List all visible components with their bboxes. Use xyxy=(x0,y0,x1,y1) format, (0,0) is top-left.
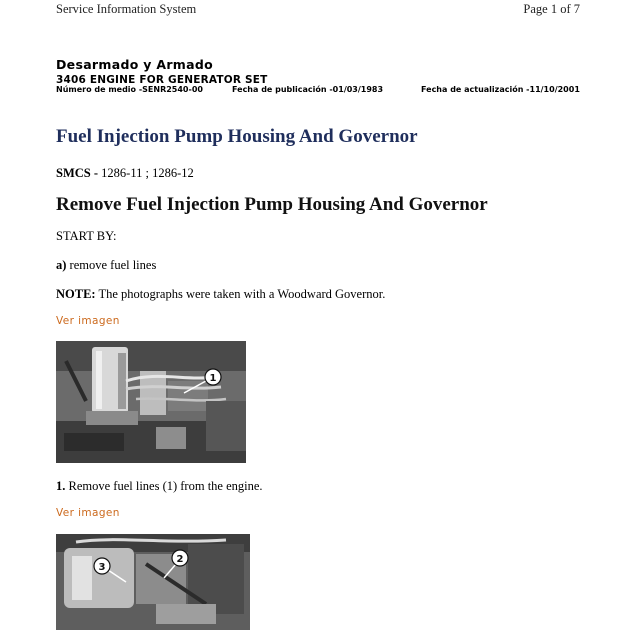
step-a xyxy=(56,258,156,273)
publication-date: Fecha de publicación -01/03/1983 xyxy=(232,85,384,94)
media-number: Número de medio -SENR2540-00 xyxy=(56,85,203,94)
photo-fuel-lines xyxy=(56,341,246,463)
start-by: START BY: xyxy=(56,229,117,243)
engine-heading: 3406 ENGINE FOR GENERATOR SET xyxy=(56,74,268,86)
photo-2-callout-2: 2 xyxy=(176,554,184,565)
page-indicator: Page 1 of 7 xyxy=(523,2,580,16)
step-a-label: a) xyxy=(56,258,67,272)
smcs-value: 1286-11 ; 1286-12 xyxy=(101,166,194,180)
view-image-link-1[interactable]: Ver imagen xyxy=(56,315,120,327)
procedure-title: Remove Fuel Injection Pump Housing And Governor xyxy=(56,194,488,215)
update-date: Fecha de actualización -11/10/2001 xyxy=(421,85,580,94)
smcs-line xyxy=(56,166,194,181)
section-heading: Desarmado y Armado xyxy=(56,57,213,72)
page-title: Fuel Injection Pump Housing And Governor xyxy=(56,126,418,147)
note xyxy=(56,287,385,302)
view-image-link-2[interactable]: Ver imagen xyxy=(56,507,120,519)
step-1-text: Remove fuel lines (1) from the engine. xyxy=(65,479,263,493)
step-a-text: remove fuel lines xyxy=(66,258,157,272)
system-name: Service Information System xyxy=(56,2,197,16)
smcs-label: SMCS - xyxy=(56,166,102,180)
note-label: NOTE: xyxy=(56,287,96,301)
note-text: The photographs were taken with a Woodward Governor. xyxy=(95,287,386,301)
photo-1-callout: 1 xyxy=(209,373,217,384)
photo-pump-housing xyxy=(56,534,250,630)
step-1-label: 1. xyxy=(56,479,66,493)
photo-2-callout-3: 3 xyxy=(98,562,106,573)
step-1 xyxy=(56,479,263,494)
